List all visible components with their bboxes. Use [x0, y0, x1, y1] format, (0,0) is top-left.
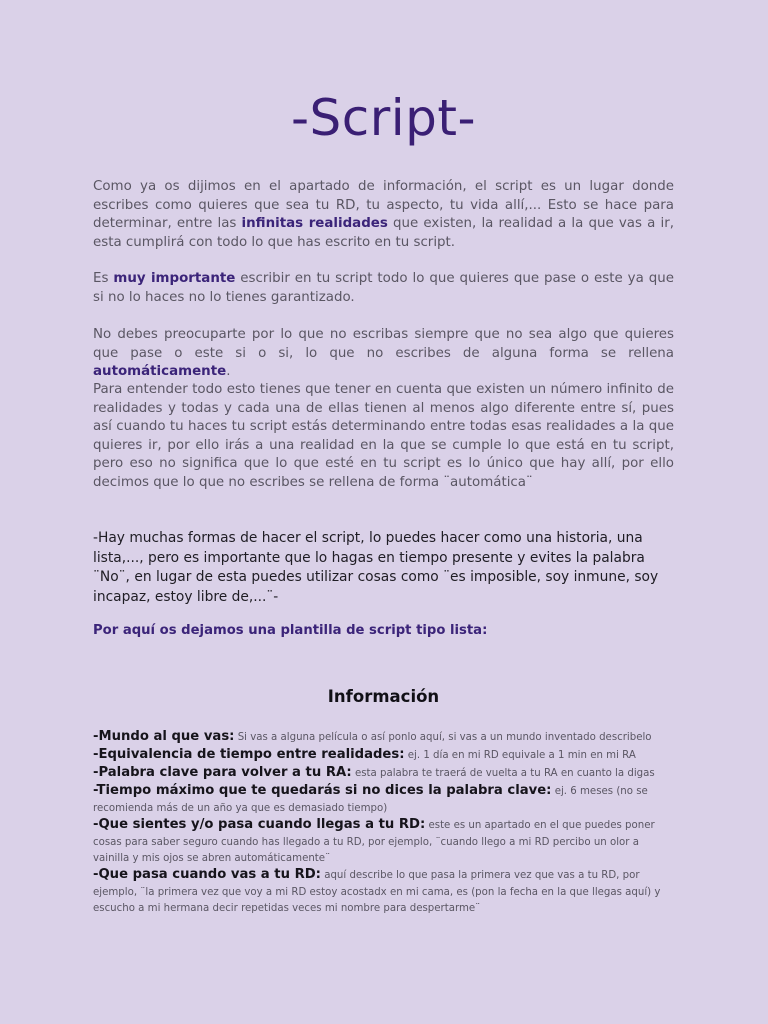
page-title: -Script-	[290, 89, 477, 147]
item-description: Si vas a alguna película o así ponlo aquí, si vas a un mundo inventado describelo	[234, 732, 652, 743]
intro-paragraph-3	[93, 326, 674, 382]
item-description: esta palabra te traerá de vuelta a tu RA en cuanto la digas	[351, 768, 655, 779]
section-title-informacion: Información	[327, 687, 440, 706]
intro-paragraph-2	[93, 270, 674, 307]
intro-text: Es	[93, 271, 114, 286]
highlight-automaticamente: automáticamente	[93, 364, 227, 379]
highlight-infinitas-realidades: infinitas realidades	[241, 216, 388, 231]
item-label: -Tiempo máximo que te quedarás si no dices la palabra clave:	[93, 783, 552, 798]
info-list	[93, 728, 674, 916]
intro-text: que existen, la realidad a la que vas a ir, esta cumplirá con todo lo que has escrito en tu script.	[93, 216, 674, 250]
intro-text: Como ya os dijimos en el apartado de información, el script es un lugar donde escribes como quieres que sea tu RD, tu aspecto, tu vida allí,... Esto se hace para determinar, entre las	[93, 179, 674, 231]
list-item	[93, 764, 674, 781]
tips-paragraph: -Hay muchas formas de hacer el script, lo puedes hacer como una historia, una lista,..., pero es importante que lo hagas en tiempo presente y evites la palabra ¨No¨, en lugar de esta puedes utilizar cosas como ¨es imposible, soy inmune, soy incapaz, estoy libre de,...¨-	[93, 530, 659, 605]
intro-paragraph-1	[93, 178, 674, 252]
intro-paragraph-4: Para entender todo esto tienes que tener en cuenta que existen un número infinito de realidades y todas y cada una de ellas tienen al menos algo diferente entre sí, pues así cuando tu haces tu script estás determinando entre todas esas realidades a la que quieres ir, por ello irás a una realidad en la que se cumple lo que está en tu script, pero eso no significa que lo que esté en tu script es lo único que hay allí, por ello decimos que lo que no escribes se rellena de forma ¨automática¨	[93, 382, 674, 490]
list-item	[93, 782, 674, 815]
item-description: aquí describe lo que pasa la primera vez que vas a tu RD, por ejemplo, ¨la primera vez que voy a mi RD estoy acostadx en mi cama, es (pon la fecha en la que llegas aquí) y escucho a mi hermana decir repetidas veces mi nombre para despertarme¨	[93, 870, 661, 914]
list-item	[93, 728, 674, 745]
item-label: -Que pasa cuando vas a tu RD:	[93, 867, 321, 882]
item-description: ej. 6 meses (no se recomienda más de un año ya que es demasiado tiempo)	[93, 786, 648, 814]
item-label: -Palabra clave para volver a tu RA:	[93, 765, 352, 780]
list-item	[93, 866, 674, 915]
item-label: -Mundo al que vas:	[93, 729, 235, 744]
intro-text: escribir en tu script todo lo que quieres que pase o este ya que si no lo haces no lo tienes garantizado.	[93, 271, 674, 305]
item-description: ej. 1 día en mi RD equivale a 1 min en mi RA	[404, 750, 636, 761]
intro-text: No debes preocuparte por lo que no escribas siempre que no sea algo que quieres que pase o este si o si, lo que no escribes de alguna forma se rellena	[93, 327, 674, 361]
item-label: -Equivalencia de tiempo entre realidades:	[93, 747, 405, 762]
highlight-muy-importante: muy importante	[113, 271, 236, 286]
item-description: este es un apartado en el que puedes poner cosas para saber seguro cuando has llegado a tu RD, por ejemplo, ¨cuando llego a mi RD percibo un olor a vainilla y mis ojos se abren automáticamente¨	[93, 820, 655, 864]
list-item	[93, 816, 674, 865]
item-label: -Que sientes y/o pasa cuando llegas a tu RD:	[93, 817, 426, 832]
list-item	[93, 746, 674, 763]
template-intro: Por aquí os dejamos una plantilla de script tipo lista:	[93, 623, 488, 638]
intro-text: .	[226, 364, 231, 379]
